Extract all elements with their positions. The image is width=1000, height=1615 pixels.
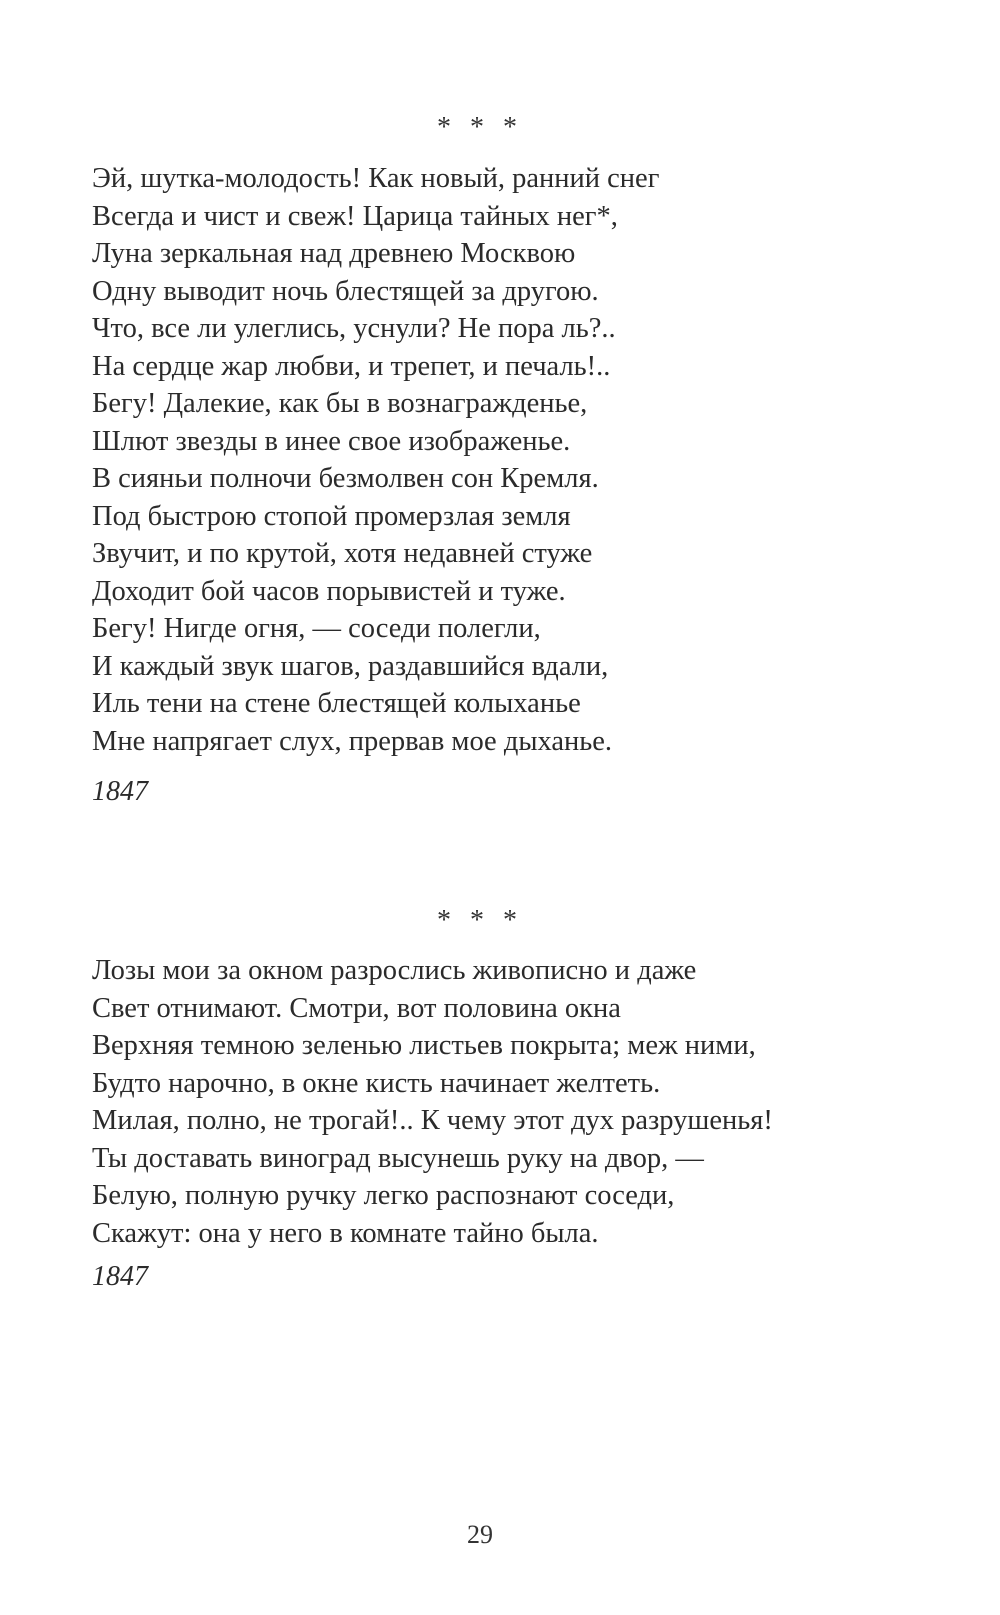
verse-line: Верхняя темною зеленью листьев покрыта; меж ними,	[92, 1030, 756, 1061]
verse-line: Бегу! Нигде огня, — соседи полегли,	[92, 613, 541, 644]
verse-line: Белую, полную ручку легко распознают соседи,	[92, 1180, 675, 1211]
poem-second	[92, 952, 972, 1252]
verse-line: Доходит бой часов порывистей и туже.	[92, 575, 566, 607]
verse-line: Под быстрою стопой промерзлая земля	[92, 500, 571, 532]
verse-line: Лозы мои за окном разрослись живописно и даже	[92, 955, 697, 986]
verse-line: Ты доставать виноград высунешь руку на двор, —	[92, 1142, 704, 1174]
verse-line: Мне напрягает слух, прервав мое дыханье.	[92, 725, 613, 757]
verse-line: На сердце жар любви, и трепет, и печаль!..	[92, 350, 611, 382]
page-number: 29	[467, 1520, 493, 1549]
verse-line: Скажут: она у него в комнате тайно была.	[92, 1217, 599, 1249]
verse-line: В сияньи полночи безмолвен сон Кремля.	[92, 463, 599, 494]
poem-first	[92, 160, 972, 760]
verse-line: Будто нарочно, в окне кисть начинает желтеть.	[92, 1067, 661, 1099]
verse-line: Что, все ли улеглись, уснули? Не пора ль?..	[92, 313, 616, 344]
verse-line: Эй, шутка-молодость! Как новый, ранний снег	[92, 163, 660, 194]
verse-line: И каждый звук шагов, раздавшийся вдали,	[92, 650, 609, 682]
poem-year: 1847	[92, 1261, 148, 1292]
verse-line: Шлют звезды в инее свое изображенье.	[92, 425, 571, 457]
verse-line: Свет отнимают. Смотри, вот половина окна	[92, 992, 621, 1024]
verse-line: Иль тени на стене блестящей колыханье	[92, 688, 581, 719]
verse-line: Луна зеркальная над древнею Москвою	[92, 238, 576, 269]
verse-line: Звучит, и по крутой, хотя недавней стуже	[92, 538, 593, 569]
asterism-divider: * * *	[437, 905, 523, 936]
verse-line: Всегда и чист и свеж! Царица тайных нег*,	[92, 200, 618, 232]
asterism-divider: * * *	[437, 112, 523, 143]
poem-year: 1847	[92, 776, 148, 807]
verse-line: Одну выводит ночь блестящей за другою.	[92, 275, 599, 307]
verse-line: Бегу! Далекие, как бы в вознагражденье,	[92, 388, 588, 419]
verse-line: Милая, полно, не трогай!.. К чему этот дух разрушенья!	[92, 1105, 773, 1136]
